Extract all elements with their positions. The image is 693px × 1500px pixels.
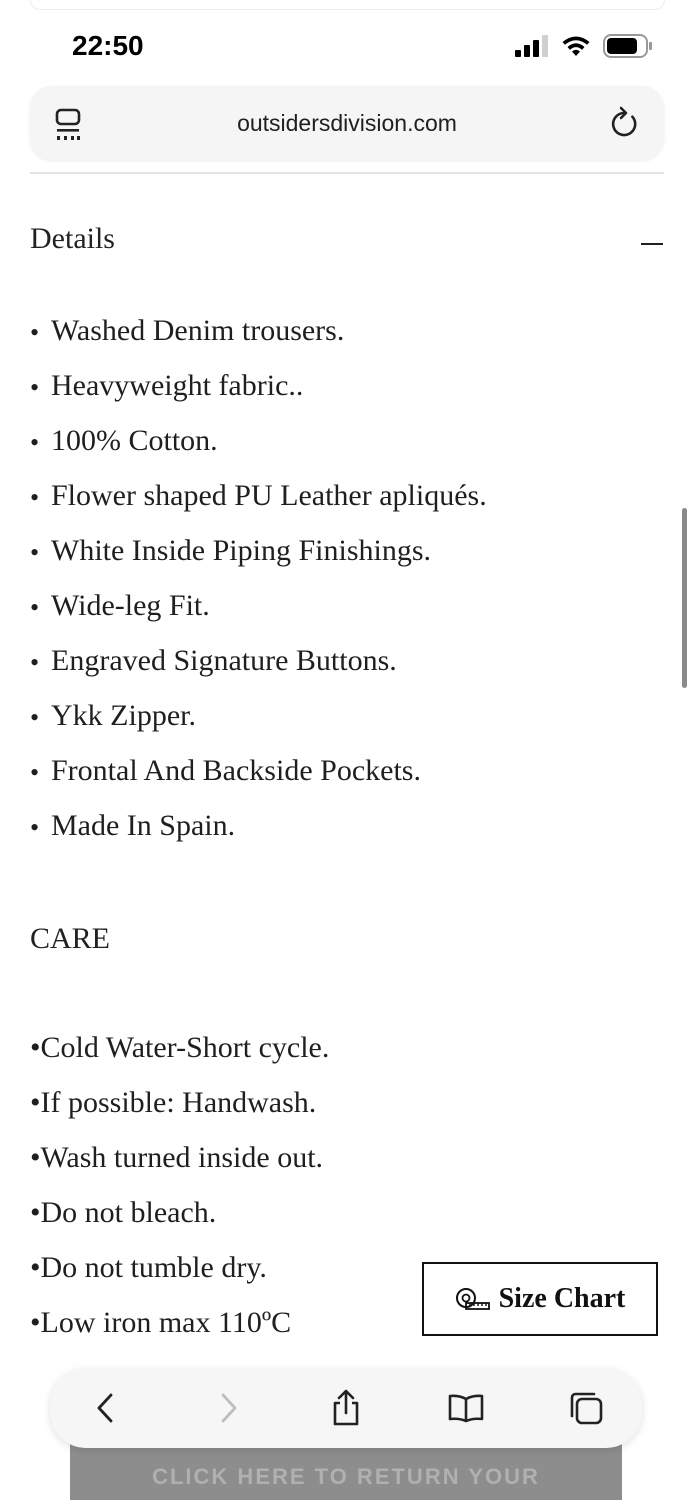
forward-icon [216,1392,240,1424]
details-heading[interactable]: Details [30,222,115,255]
list-item: • 100% Cotton. [30,424,218,457]
list-item: •Do not tumble dry. [30,1251,267,1284]
tabs-button[interactable] [566,1388,606,1428]
list-item: •Low iron max 110ºC [30,1306,292,1339]
scrollbar[interactable] [682,508,687,688]
back-button[interactable] [86,1388,126,1428]
tabs-icon [568,1390,604,1426]
list-item: • Wide-leg Fit. [30,589,210,622]
bookmarks-button[interactable] [446,1388,486,1428]
status-bar [0,0,693,80]
return-banner[interactable]: CLICK HERE TO RETURN YOUR [70,1440,622,1500]
forward-button[interactable] [208,1388,248,1428]
cellular-signal-icon [515,35,549,57]
list-item: •Wash turned inside out. [30,1141,324,1174]
status-time: 22:50 [72,30,144,61]
collapse-minus-icon[interactable] [641,243,663,245]
list-item: • Engraved Signature Buttons. [30,644,397,677]
care-heading: CARE [30,922,111,955]
header-divider [30,172,664,174]
list-item: • Flower shaped PU Leather apliqués. [30,479,487,512]
address-bar[interactable] [30,86,664,160]
list-item: • Washed Denim trousers. [30,314,345,347]
status-icons [515,34,653,58]
measuring-tape-icon [455,1287,491,1311]
address-url[interactable]: outsidersdivision.com [237,110,457,136]
list-item: •Do not bleach. [30,1196,217,1229]
list-item: •If possible: Handwash. [30,1086,317,1119]
size-chart-label: Size Chart [498,1283,626,1314]
list-item: •Cold Water-Short cycle. [30,1031,330,1064]
bookmarks-icon [447,1393,485,1423]
reload-icon[interactable] [608,106,640,145]
size-chart-button[interactable] [422,1262,658,1336]
browser-toolbar [50,1368,642,1448]
list-item: • White Inside Piping Finishings. [30,534,432,567]
share-button[interactable] [326,1388,366,1428]
details-list [30,314,487,864]
list-item: • Made In Spain. [30,809,236,842]
list-item: • Frontal And Backside Pockets. [30,754,421,787]
list-item: • Ykk Zipper. [30,699,196,732]
list-item: • Heavyweight fabric.. [30,369,304,402]
back-icon [94,1392,118,1424]
wifi-icon [561,35,591,57]
battery-icon [603,34,653,58]
share-icon [330,1389,362,1427]
care-list [30,1031,329,1361]
